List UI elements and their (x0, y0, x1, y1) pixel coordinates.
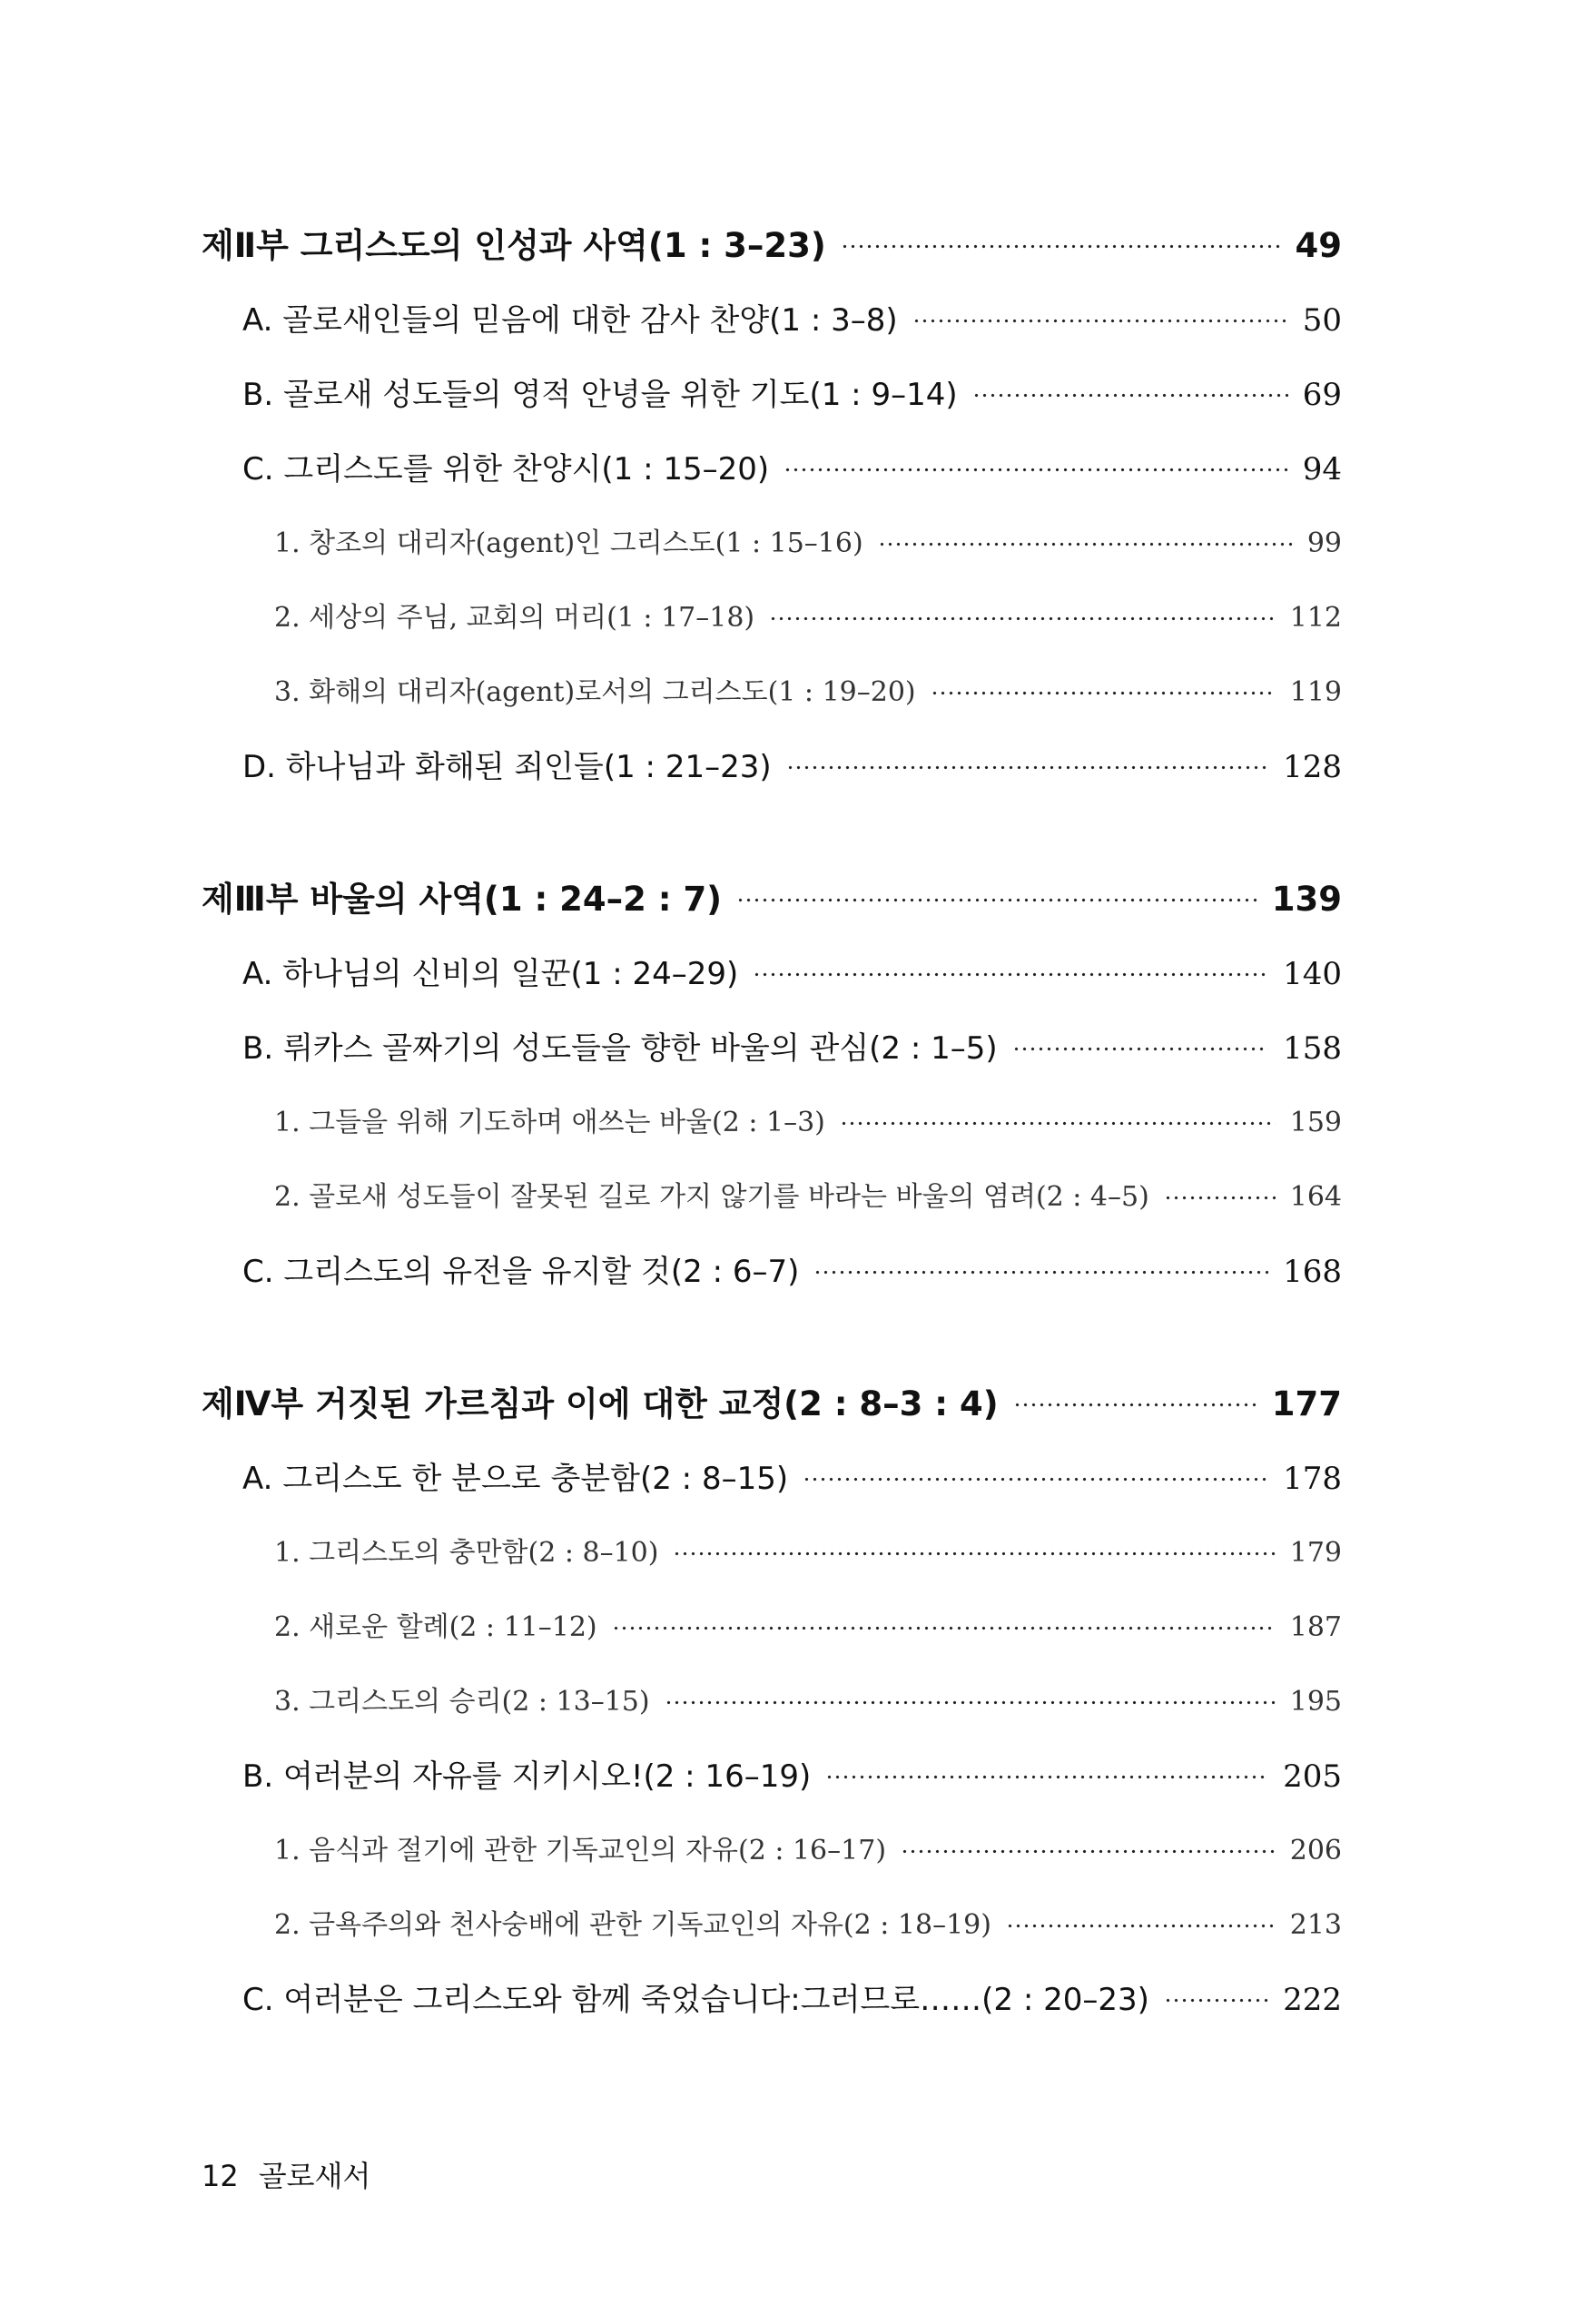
dot-leader (825, 1768, 1268, 1787)
subsection-title: 1. 그리스도의 충만함(2 : 8–10) (274, 1537, 659, 1569)
page-number: 158 (1283, 1030, 1342, 1067)
dot-leader (878, 536, 1293, 552)
page-number: 177 (1271, 1384, 1342, 1423)
page-number: 178 (1283, 1461, 1342, 1497)
page-number: 99 (1306, 527, 1342, 559)
toc-subsection (202, 655, 1342, 730)
dot-leader (784, 461, 1288, 479)
section-title: A. 그리스도 한 분으로 충분함(2 : 8–15) (242, 1461, 789, 1497)
dot-leader (912, 312, 1288, 330)
page-number: 168 (1283, 1254, 1342, 1290)
section-title: C. 그리스도의 유전을 유지할 것(2 : 6–7) (242, 1254, 800, 1290)
toc-part (202, 209, 1342, 283)
part-spacer (202, 804, 1342, 862)
footer-page-number: 12 (202, 2159, 239, 2193)
page-number: 205 (1283, 1758, 1342, 1795)
page-number: 159 (1289, 1107, 1342, 1138)
subsection-title: 2. 새로운 할례(2 : 11–12) (274, 1611, 597, 1643)
subsection-title: 2. 세상의 주님, 교회의 머리(1 : 17–18) (274, 602, 755, 634)
dot-leader (612, 1620, 1276, 1636)
toc-subsection (202, 1888, 1342, 1963)
part-title: 제Ⅱ부 그리스도의 인성과 사역(1 : 3–23) (202, 226, 826, 265)
part-spacer (202, 1309, 1342, 1367)
subsection-title: 2. 골로새 성도들이 잘못된 길로 가지 않기를 바라는 바울의 염려(2 : 4–5) (274, 1181, 1149, 1213)
section-title: B. 뤼카스 골짜기의 성도들을 향한 바울의 관심(2 : 1–5) (242, 1030, 998, 1067)
subsection-title: 3. 그리스도의 승리(2 : 13–15) (274, 1686, 650, 1718)
part-title: 제Ⅲ부 바울의 사역(1 : 24–2 : 7) (202, 880, 723, 919)
dot-leader (840, 1115, 1276, 1131)
dot-leader (673, 1545, 1275, 1561)
toc-subsection (202, 1814, 1342, 1888)
toc-section (202, 1442, 1342, 1516)
toc-section (202, 1739, 1342, 1814)
dot-leader (736, 891, 1257, 911)
toc-subsection (202, 581, 1342, 655)
page-number: 179 (1289, 1537, 1342, 1569)
dot-leader (1164, 1189, 1276, 1206)
section-title: B. 골로새 성도들의 영적 안녕을 위한 기도(1 : 9–14) (242, 377, 958, 413)
toc-part (202, 862, 1342, 937)
part-title: 제Ⅳ부 거짓된 가르침과 이에 대한 교정(2 : 8–3 : 4) (202, 1384, 999, 1423)
table-of-contents (202, 209, 1342, 2037)
section-title: C. 그리스도를 위한 찬양시(1 : 15–20) (242, 451, 770, 487)
dot-leader (753, 966, 1268, 984)
toc-subsection (202, 1160, 1342, 1235)
page-number: 112 (1289, 602, 1342, 634)
page-footer (202, 2153, 370, 2195)
toc-part (202, 1367, 1342, 1442)
dot-leader (931, 684, 1276, 701)
dot-leader (769, 610, 1276, 626)
footer-book-title: 골로새서 (258, 2159, 371, 2193)
page-number: 49 (1295, 226, 1342, 265)
subsection-title: 1. 창조의 대리자(agent)인 그리스도(1 : 15–16) (274, 527, 863, 559)
toc-subsection (202, 1086, 1342, 1160)
toc-section (202, 432, 1342, 507)
page-number: 119 (1289, 676, 1342, 708)
section-title: A. 하나님의 신비의 일꾼(1 : 24–29) (242, 956, 739, 992)
page-number: 69 (1302, 377, 1342, 413)
dot-leader (665, 1694, 1276, 1710)
section-title: A. 골로새인들의 믿음에 대한 감사 찬양(1 : 3–8) (242, 302, 898, 339)
page-number: 164 (1289, 1181, 1342, 1213)
toc-section (202, 937, 1342, 1011)
dot-leader (813, 1264, 1268, 1282)
dot-leader (901, 1843, 1276, 1859)
page-number: 128 (1283, 749, 1342, 785)
toc-subsection (202, 507, 1342, 581)
toc-section (202, 1011, 1342, 1086)
dot-leader (972, 387, 1288, 405)
dot-leader (803, 1471, 1268, 1489)
page-number: 222 (1283, 1982, 1342, 2018)
subsection-title: 1. 음식과 절기에 관한 기독교인의 자유(2 : 16–17) (274, 1835, 887, 1866)
toc-section (202, 1963, 1342, 2037)
dot-leader (841, 237, 1281, 257)
dot-leader (786, 759, 1268, 777)
section-title: C. 여러분은 그리스도와 함께 죽었습니다:그러므로……(2 : 20–23) (242, 1982, 1149, 2018)
toc-section (202, 283, 1342, 358)
subsection-title: 2. 금욕주의와 천사숭배에 관한 기독교인의 자유(2 : 18–19) (274, 1909, 991, 1941)
toc-subsection (202, 1516, 1342, 1590)
dot-leader (1012, 1040, 1268, 1059)
toc-section (202, 358, 1342, 432)
toc-section (202, 730, 1342, 804)
page-number: 187 (1289, 1611, 1342, 1643)
page-number: 139 (1271, 880, 1342, 919)
page-number: 50 (1302, 302, 1342, 339)
page-number: 94 (1302, 451, 1342, 487)
page-number: 140 (1283, 956, 1342, 992)
page-number: 213 (1289, 1909, 1342, 1941)
page-number: 206 (1289, 1835, 1342, 1866)
toc-subsection (202, 1590, 1342, 1665)
subsection-title: 3. 화해의 대리자(agent)로서의 그리스도(1 : 19–20) (274, 676, 916, 708)
toc-section (202, 1235, 1342, 1309)
section-title: D. 하나님과 화해된 죄인들(1 : 21–23) (242, 749, 772, 785)
dot-leader (1164, 1992, 1268, 2010)
dot-leader (1013, 1395, 1257, 1415)
toc-subsection (202, 1665, 1342, 1739)
dot-leader (1006, 1917, 1276, 1934)
section-title: B. 여러분의 자유를 지키시오!(2 : 16–19) (242, 1758, 812, 1795)
subsection-title: 1. 그들을 위해 기도하며 애쓰는 바울(2 : 1–3) (274, 1107, 825, 1138)
page-number: 195 (1289, 1686, 1342, 1718)
